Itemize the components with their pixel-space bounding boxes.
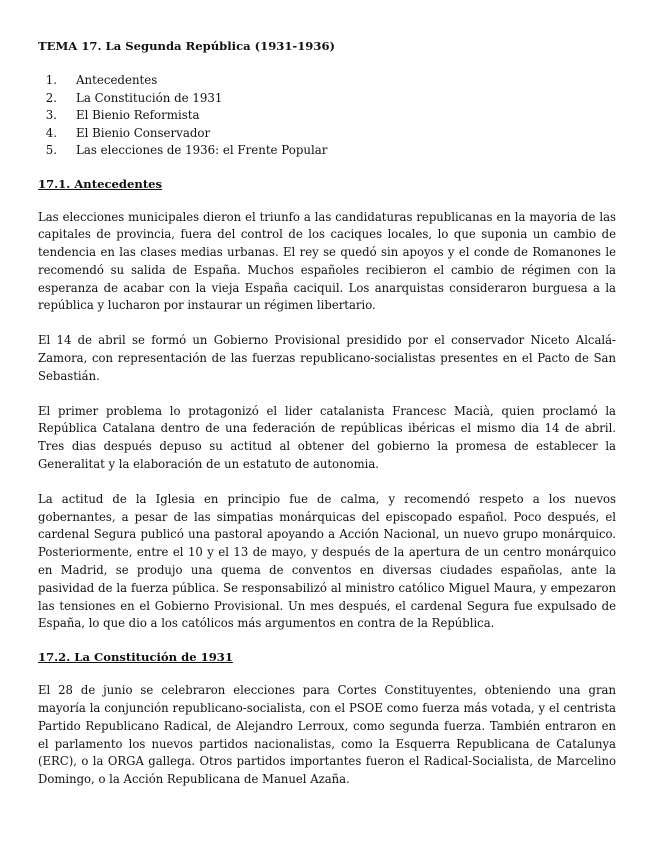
section-heading: 17.2. La Constitución de 1931 (38, 650, 233, 665)
toc-item-label: Antecedentes (76, 73, 158, 87)
toc-item-number: 2. (45, 90, 57, 105)
paragraph: La actitud de la Iglesia en principio fue de calma, y recomendó respeto a los nuevos gobernantes, a pesar de las simpatias monárquicas del episcopado español. Poco después, el cardenal Segura publicó una pastoral apoyando a Acción Nacional, un nuevo grupo monárquico. Posteriormente, entre el 10 y el 13 de mayo, y después de la apertura de un centro monárquico en Madrid, se produjo una quema de conventos en diversas ciudades españolas, ante la pasividad de la fuerza pública. Se responsabilizó al ministro católico Miguel Maura, y empezaron las tensiones en el Gobierno Provisional. Un mes después, el cardenal Segura fue expulsado de España, lo que dio a los católicos más argumentos en contra de la República. (38, 491, 616, 631)
toc-item-label: El Bienio Reformista (76, 108, 200, 122)
toc-item (38, 107, 616, 125)
toc-item-label: Las elecciones de 1936: el Frente Popular (76, 143, 328, 157)
toc-item (38, 72, 616, 90)
paragraph: El primer problema lo protagonizó el lider catalanista Francesc Macià, quien proclamó la República Catalana dentro de una federación de repúblicas ibéricas el mismo dia 14 de abril. Tres dias después depuso su actitud al obtener del gobierno la promesa de establecer la Generalitat y la elaboración de un estatuto de autonomia. (38, 403, 616, 472)
toc-item-number: 5. (45, 143, 57, 157)
section-constitucion (38, 649, 616, 789)
section-heading: 17.1. Antecedentes (38, 176, 163, 191)
toc-item (38, 125, 616, 143)
table-of-contents (38, 72, 616, 160)
toc-item-number: 1. (45, 73, 57, 87)
document-page (38, 38, 616, 789)
section-antecedentes (38, 176, 616, 634)
paragraph: El 28 de junio se celebraron elecciones para Cortes Constituyentes, obteniendo una gran mayoría la conjunción republicano-socialista, con el PSOE como fuerza más votada, y el centrista Partido Republicano Radical, de Alejandro Lerroux, como segunda fuerza. También entraron en el parlamento los nuevos partidos nacionalistas, como la Esquerra Republicana de Catalunya (ERC), o la ORGA gallega. Otros partidos importantes fueron el Radical-Socialista, de Marcelino Domingo, o la Acción Republicana de Manuel Azaña. (38, 683, 616, 787)
toc-item-number: 4. (45, 125, 57, 140)
toc-item-label: La Constitución de 1931 (76, 90, 223, 105)
document-title: TEMA 17. La Segunda República (1931-1936) (38, 39, 335, 53)
toc-item (38, 142, 616, 160)
toc-item-number: 3. (45, 108, 57, 122)
toc-item-label: El Bienio Conservador (76, 125, 211, 140)
paragraph: Las elecciones municipales dieron el triunfo a las candidaturas republicanas en la mayoria de las capitales de provincia, fuera del control de los caciques locales, lo que suponia un cambio de tendencia en las clases medias urbanas. El rey se quedó sin apoyos y el conde de Romanones le recomendó su salida de España. Muchos españoles recibieron el cambio de régimen con la esperanza de acabar con la vieja España caciquil. Los anarquistas consideraron burguesa a la república y lucharon por instaurar un régimen libertario. (38, 209, 616, 313)
toc-item (38, 90, 616, 108)
paragraph: El 14 de abril se formó un Gobierno Provisional presidido por el conservador Niceto Alcalá-Zamora, con representación de las fuerzas republicano-socialistas presentes en el Pacto de San Sebastián. (38, 333, 616, 383)
